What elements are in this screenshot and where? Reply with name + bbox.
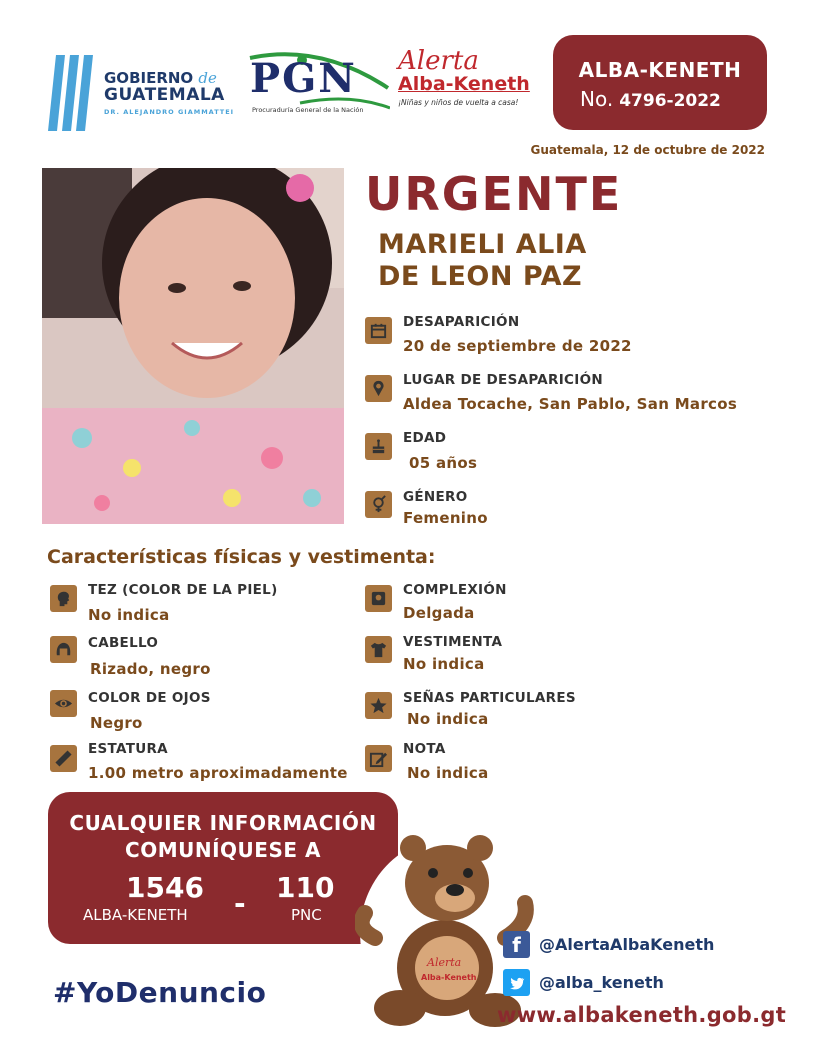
genero-label: GÉNERO [403,489,468,505]
complexion-value: Delgada [403,604,475,622]
case-title: ALBA-KENETH [578,58,742,82]
birthday-cake-icon [365,433,392,460]
genero-value: Femenino [403,509,488,527]
contact-line1: CUALQUIER INFORMACIÓN [69,811,377,835]
edit-note-icon [365,745,392,772]
case-no-label: No. [580,87,614,111]
facebook-icon[interactable]: f [503,931,530,958]
phone-separator: - [234,887,246,920]
ojos-label: COLOR DE OJOS [88,690,211,706]
svg-text:Alerta: Alerta [427,956,462,969]
pnc-phone[interactable]: 110 [276,871,335,904]
alerta-tagline: ¡Niñas y niños de vuelta a casa! [398,98,519,107]
desaparicion-value: 20 de septiembre de 2022 [403,337,632,355]
ruler-icon [50,745,77,772]
edad-label: EDAD [403,430,447,446]
gobierno-de: de [198,69,217,87]
location-pin-icon [365,375,392,402]
characteristics-heading: Características físicas y vestimenta: [47,546,436,568]
senas-value: No indica [407,710,489,728]
facebook-handle[interactable]: @AlertaAlbaKeneth [539,935,715,954]
alerta-logo [398,48,530,107]
face-profile-icon [50,585,77,612]
eye-icon [50,690,77,717]
edad-value: 05 años [409,454,478,472]
twitter-icon[interactable] [503,969,530,996]
estatura-label: ESTATURA [88,741,168,757]
svg-text:Alba-Keneth: Alba-Keneth [421,973,477,982]
issue-date: Guatemala, 12 de octubre de 2022 [530,143,765,157]
lugar-label: LUGAR DE DESAPARICIÓN [403,372,603,388]
alba-keneth-phone-label: ALBA-KENETH [83,906,188,924]
ojos-value: Negro [90,714,143,732]
child-name-line1: MARIELI ALIA [378,229,587,260]
star-icon [365,692,392,719]
pgn-logo-text: PGN [250,55,357,102]
president-name: DR. ALEJANDRO GIAMMATTEI [104,108,235,116]
child-name-line2: DE LEON PAZ [378,261,583,292]
website-link[interactable]: www.albakeneth.gob.gt [497,1003,787,1027]
case-number: 4796-2022 [619,91,721,111]
child-name [378,229,587,293]
estatura-value: 1.00 metro aproximadamente [88,764,348,782]
hair-icon [50,636,77,663]
pnc-phone-label: PNC [291,906,322,924]
cabello-value: Rizado, negro [90,660,211,678]
pgn-subtitle: Procuraduría General de la Nación [252,106,364,114]
vestimenta-value: No indica [403,655,485,673]
calendar-icon [365,317,392,344]
hashtag: #YoDenuncio [53,976,267,1009]
alba-keneth-phone[interactable]: 1546 [126,871,204,904]
scale-icon [365,585,392,612]
gender-icon [365,491,392,518]
senas-label: SEÑAS PARTICULARES [403,690,576,706]
tez-label: TEZ (COLOR DE LA PIEL) [88,582,278,598]
alba-keneth-word: Alba-Keneth [398,73,530,95]
gobierno-word: GOBIERNO [104,69,194,87]
tez-value: No indica [88,606,170,624]
missing-child-photo [42,168,344,524]
cabello-label: CABELLO [88,635,159,651]
vestimenta-label: VESTIMENTA [403,634,503,650]
contact-line2: COMUNÍQUESE A [125,838,321,862]
case-number-box [553,35,767,130]
complexion-label: COMPLEXIÓN [403,582,507,598]
nota-label: NOTA [403,741,446,757]
desaparicion-label: DESAPARICIÓN [403,314,520,330]
twitter-handle[interactable]: @alba_keneth [539,973,664,992]
contact-box [48,792,398,944]
tshirt-icon [365,636,392,663]
guatemala-word: GUATEMALA [104,85,225,105]
gobierno-logo [104,70,234,121]
nota-value: No indica [407,764,489,782]
gobierno-logo-bars [52,55,94,131]
alerta-word: Alerta [398,46,479,76]
urgent-heading: URGENTE [365,167,623,221]
lugar-value: Aldea Tocache, San Pablo, San Marcos [403,395,738,413]
